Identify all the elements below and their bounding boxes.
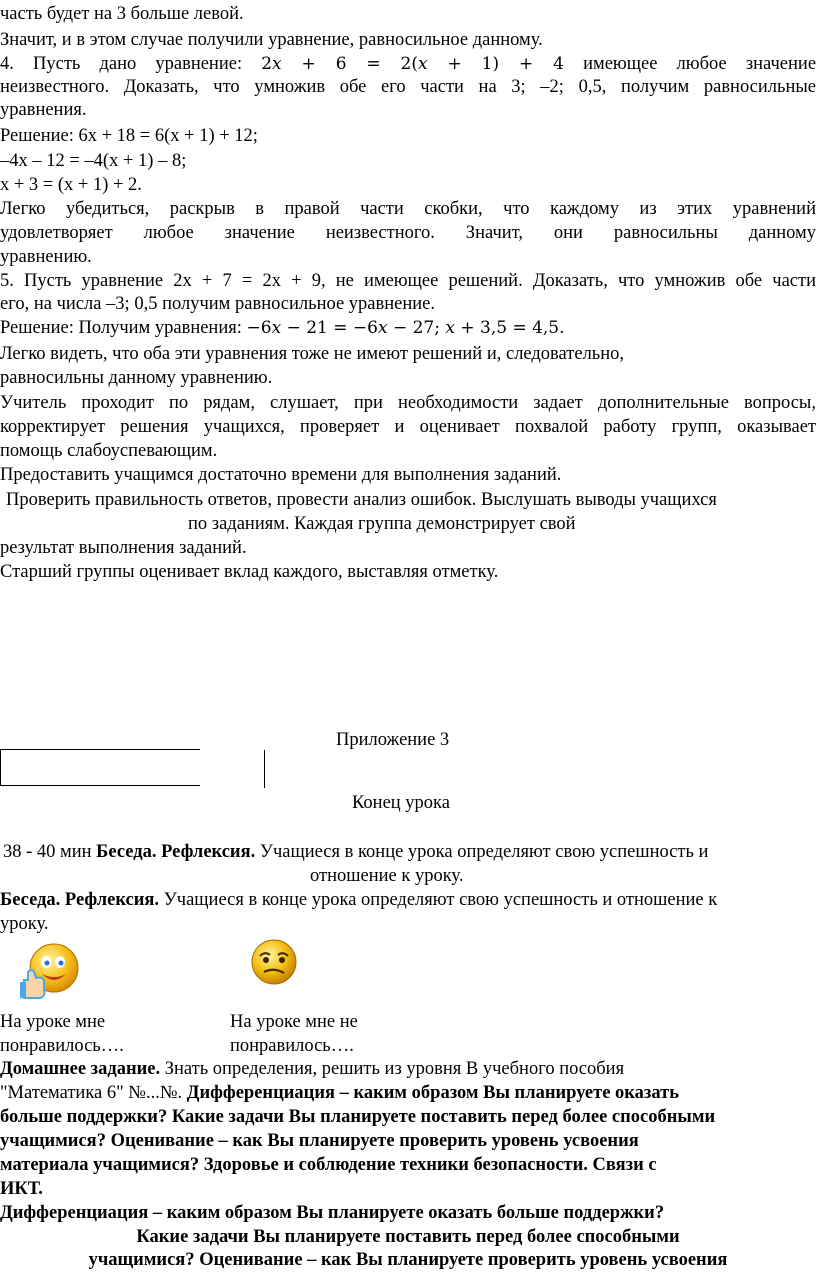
text-line: Беседа. Рефлексия. Учащиеся в конце урока определяют свою успешность и отношение к	[0, 890, 718, 910]
table-border	[0, 785, 200, 786]
equation: 2𝑥 + 6 = 2(𝑥 + 1) + 4	[261, 54, 564, 74]
text-line: уравнения.	[0, 100, 87, 120]
text-line: Легко убедиться, раскрыв в правой части скобки, что каждому из этих уравнений	[0, 199, 816, 219]
liked-caption: На уроке мне	[0, 1012, 106, 1032]
text-line: материала учащимися? Здоровье и соблюдение техники безопасности. Связи с	[0, 1155, 657, 1175]
text-line: Учитель проходит по рядам, слушает, при необходимости задает дополнительные вопросы,	[0, 393, 816, 413]
disliked-caption: понравилось….	[230, 1036, 354, 1056]
text-line: больше поддержки? Какие задачи Вы планируете поставить перед более способными	[0, 1107, 716, 1127]
disliked-caption: На уроке мне не	[230, 1012, 358, 1032]
text-line: Дифференциация – каким образом Вы планируете оказать больше поддержки?	[0, 1203, 665, 1223]
text-line: уроку.	[0, 914, 49, 934]
text-line: помощь слабоуспевающим.	[0, 441, 218, 461]
text-line: x + 3 = (x + 1) + 2.	[0, 175, 142, 195]
text-line: корректирует решения учащихся, проверяет и оценивает похвалой работу групп, оказывает	[0, 417, 816, 437]
text-line: Легко видеть, что оба эти уравнения тоже не имеют решений и, следовательно,	[0, 344, 625, 364]
liked-caption: понравилось….	[0, 1036, 124, 1056]
equation: −6𝑥 − 21 = −6𝑥 − 27; 𝑥 + 3,5 = 4,5.	[246, 318, 565, 338]
text-line: удовлетворяет любое значение неизвестного. Значит, они равносильны данному	[0, 223, 816, 243]
text-line: Старший группы оценивает вклад каждого, выставляя отметку.	[0, 562, 499, 582]
text-line: Решение: Получим уравнения: −6𝑥 − 21 = −6𝑥 − 27; 𝑥 + 3,5 = 4,5.	[0, 318, 565, 338]
appendix-label: Приложение 3	[336, 730, 450, 750]
section-title: Конец урока	[352, 793, 450, 813]
text-line: Какие задачи Вы планируете поставить перед более способными	[136, 1227, 680, 1247]
text-line: по заданиям. Каждая группа демонстрирует свой	[188, 514, 576, 534]
table-border	[0, 749, 200, 750]
text-line: –4x – 12 = –4(x + 1) – 8;	[0, 151, 187, 171]
text-line: его, на числа –3; 0,5 получим равносильное уравнение.	[0, 294, 435, 314]
text-line: равносильны данному уравнению.	[0, 368, 273, 388]
text-line: учащимися? Оценивание – как Вы планируете проверить уровень усвоения	[88, 1250, 728, 1270]
table-border	[0, 750, 1, 785]
text-line: ИКТ.	[0, 1179, 43, 1199]
text-line: Значит, и в этом случае получили уравнение, равносильное данному.	[0, 30, 543, 50]
displeased-smiley-icon	[249, 938, 299, 986]
text-line: уравнению.	[0, 247, 92, 267]
text-line: 5. Пусть уравнение 2x + 7 = 2x + 9, не имеющее решений. Доказать, что умножив обе части	[0, 271, 816, 291]
text-line: "Математика 6" №...№. Дифференциация – каким образом Вы планируете оказать	[0, 1083, 679, 1103]
text-line: Предоставить учащимся достаточно времени для выполнения заданий.	[0, 465, 562, 485]
text-line: 38 - 40 мин Беседа. Рефлексия. Учащиеся в конце урока определяют свою успешность и	[3, 842, 709, 862]
text-line: неизвестного. Доказать, что умножив обе его части на 3; –2; 0,5, получим равносильные	[0, 77, 816, 97]
text-line: учащимися? Оценивание – как Вы планируете проверить уровень усвоения	[0, 1131, 639, 1151]
text-line: часть будет на 3 больше левой.	[0, 4, 244, 24]
text-line: Проверить правильность ответов, провести анализ ошибок. Выслушать выводы учащихся	[6, 490, 717, 510]
table-border	[264, 750, 265, 788]
thumbs-up-smiley-icon	[14, 938, 84, 1004]
text-line: результат выполнения заданий.	[0, 538, 247, 558]
text-line: Решение: 6x + 18 = 6(x + 1) + 12;	[0, 126, 258, 146]
text-line: Домашнее задание. Знать определения, решить из уровня В учебного пособия	[0, 1059, 625, 1079]
text-line: 4. Пусть дано уравнение: 2𝑥 + 6 = 2(𝑥 + 1) + 4 имеющее любое значение	[0, 54, 816, 74]
homework-label: Домашнее задание.	[0, 1059, 161, 1079]
text-line: отношение к уроку.	[310, 866, 464, 886]
